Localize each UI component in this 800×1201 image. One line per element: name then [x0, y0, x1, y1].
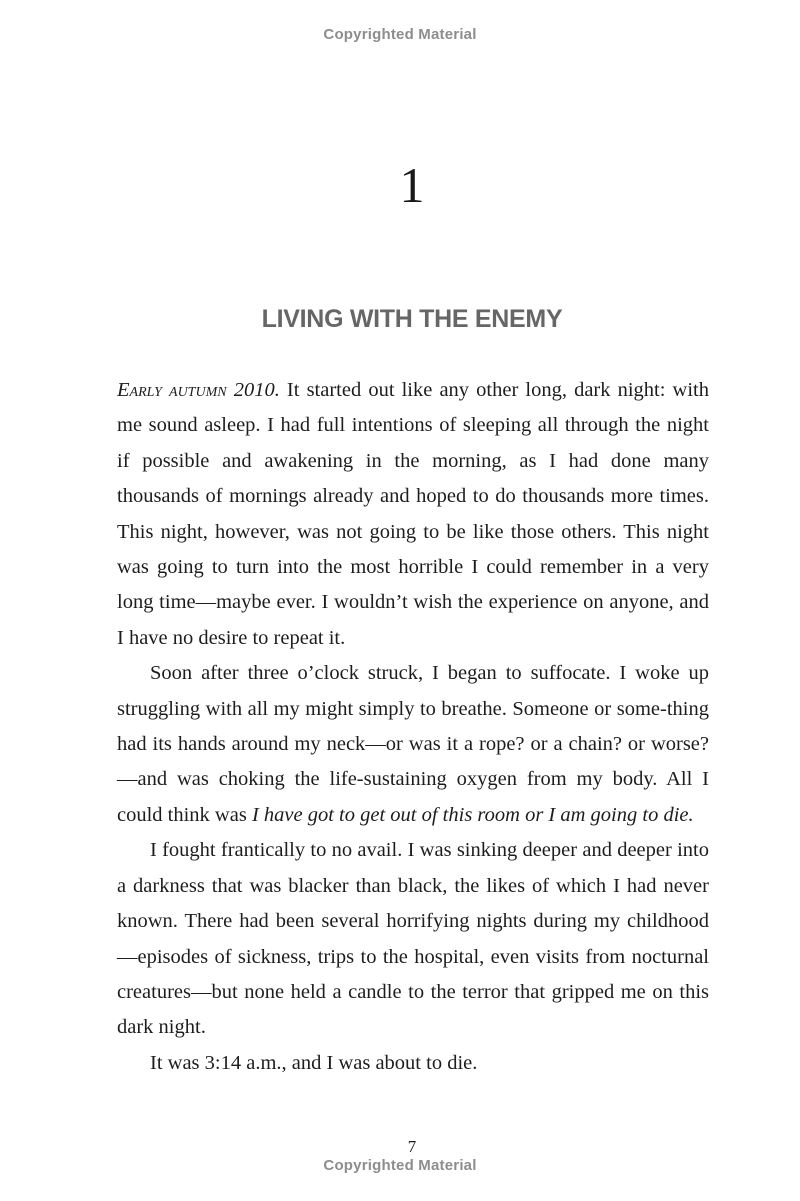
copyright-watermark-top: Copyrighted Material — [323, 26, 477, 43]
chapter-title: LIVING WITH THE ENEMY — [261, 305, 563, 333]
paragraph-4: It was 3:14 a.m., and I was about to die. — [150, 1051, 478, 1074]
paragraph-text: Soon after three o’clock struck, I began to suffocate. I woke up struggling with all my might simply to breathe. Someone or some-thing had its hands around my neck—or was it a rope? or a chain? or worse?—and was choking the life-sustaining oxygen from my body. All I could think was — [117, 662, 709, 826]
copyright-watermark-bottom: Copyrighted Material — [323, 1157, 477, 1174]
chapter-body — [117, 373, 709, 1081]
paragraph-2 — [117, 656, 709, 833]
paragraph-italic-thought: I have got to get out of this room or I am going to die. — [251, 803, 694, 826]
paragraph-text: It started out like any other long, dark night: with me sound asleep. I had full intentions of sleeping all through the night if possible and awakening in the morning, as I had done many thousands of mornings already and hoped to do thousands more times. This night, however, was not going to be like those others. This night was going to turn into the most horrible I could remember in a very long time—maybe ever. I wouldn’t wish the experience on anyone, and I have no desire to repeat it. — [117, 379, 709, 649]
chapter-number: 1 — [399, 157, 425, 213]
page-number: 7 — [407, 1137, 417, 1156]
paragraph-3: I fought frantically to no avail. I was sinking deeper and deeper into a darkness that was blacker than black, the likes of which I had never known. There had been several horrifying nights during my childhood—episodes of sickness, trips to the hospital, even visits from nocturnal creatures—but none held a candle to the terror that gripped me on this dark night. — [117, 839, 709, 1039]
paragraph-lead-in: Early autumn 2010. — [117, 379, 280, 401]
paragraph-1 — [117, 373, 709, 656]
